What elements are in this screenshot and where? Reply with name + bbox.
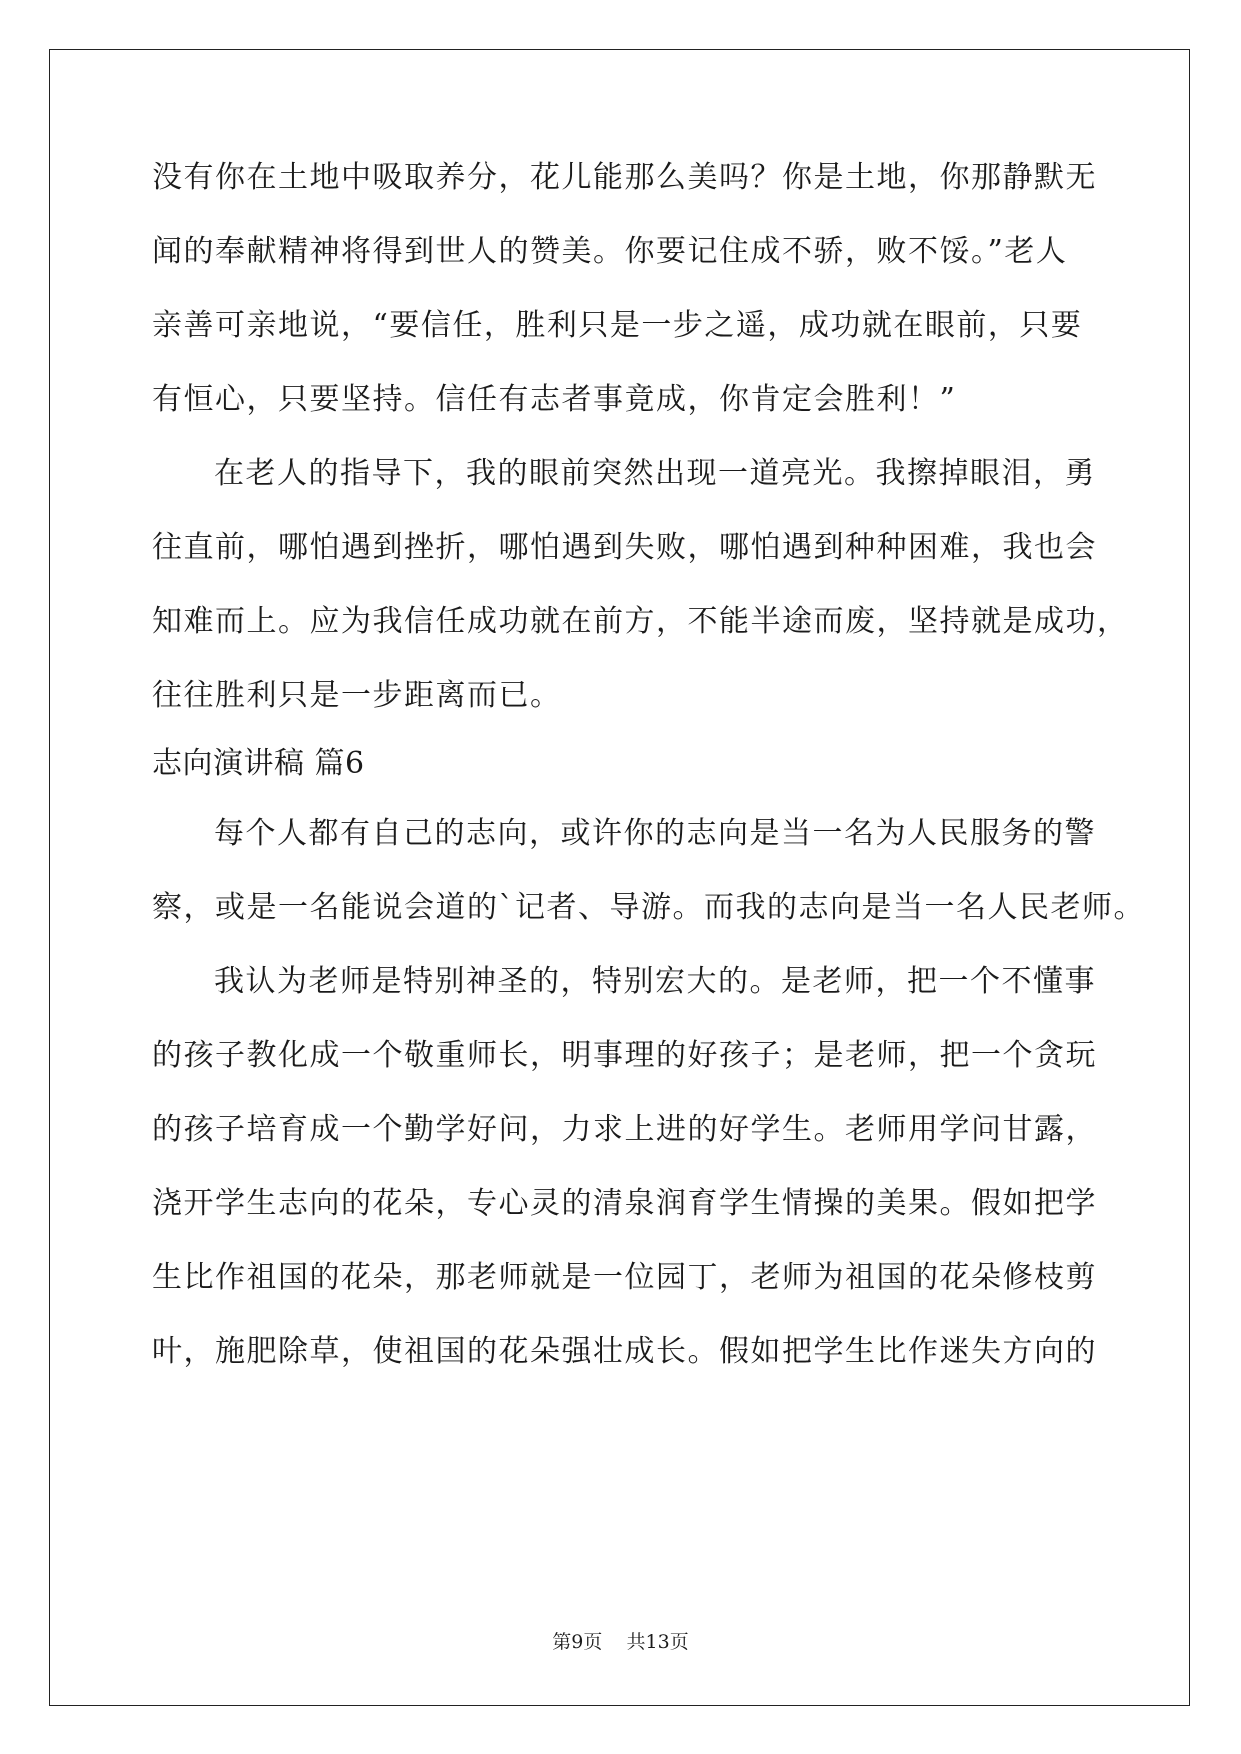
paragraph-line: 生比作祖国的花朵，那老师就是一位园丁，老师为祖国的花朵修枝剪 — [152, 1260, 1097, 1295]
paragraph-line: 知难而上。应为我信任成功就在前方，不能半途而废，坚持就是成功， — [152, 604, 1129, 639]
page-number: 第9页 — [552, 1631, 603, 1653]
page-border — [49, 49, 1190, 1706]
paragraph-line: 闻的奉献精神将得到世人的赞美。你要记住成不骄，败不馁。”老人 — [152, 234, 1068, 269]
paragraph-line: 在老人的指导下，我的眼前突然出现一道亮光。我擦掉眼泪，勇 — [214, 456, 1096, 491]
paragraph-line: 的孩子培育成一个勤学好问，力求上进的好学生。老师用学问甘露， — [152, 1112, 1097, 1147]
paragraph-line: 浇开学生志向的花朵，专心灵的清泉润育学生情操的美果。假如把学 — [152, 1186, 1097, 1221]
paragraph-line: 亲善可亲地说，“要信任，胜利只是一步之遥，成功就在眼前，只要 — [152, 308, 1083, 343]
paragraph-line: 往往胜利只是一步距离而已。 — [152, 678, 562, 713]
paragraph-line: 我认为老师是特别神圣的，特别宏大的。是老师，把一个不懂事 — [214, 964, 1096, 999]
paragraph-line: 往直前，哪怕遇到挫折，哪怕遇到失败，哪怕遇到种种困难，我也会 — [152, 530, 1097, 565]
page-footer — [0, 1630, 1241, 1654]
section-heading: 志向演讲稿 篇6 — [152, 746, 365, 781]
paragraph-line: 察，或是一名能说会道的`记者、导游。而我的志向是当一名人民老师。 — [152, 890, 1145, 925]
paragraph-line: 没有你在土地中吸取养分，花儿能那么美吗？你是土地，你那静默无 — [152, 160, 1097, 195]
paragraph-line: 的孩子教化成一个敬重师长，明事理的好孩子；是老师，把一个贪玩 — [152, 1038, 1097, 1073]
paragraph-line: 叶，施肥除草，使祖国的花朵强壮成长。假如把学生比作迷失方向的 — [152, 1334, 1097, 1369]
paragraph-line: 每个人都有自己的志向，或许你的志向是当一名为人民服务的警 — [214, 816, 1096, 851]
page-total: 共13页 — [626, 1631, 689, 1653]
paragraph-line: 有恒心，只要坚持。信任有志者事竟成，你肯定会胜利！” — [152, 382, 957, 417]
